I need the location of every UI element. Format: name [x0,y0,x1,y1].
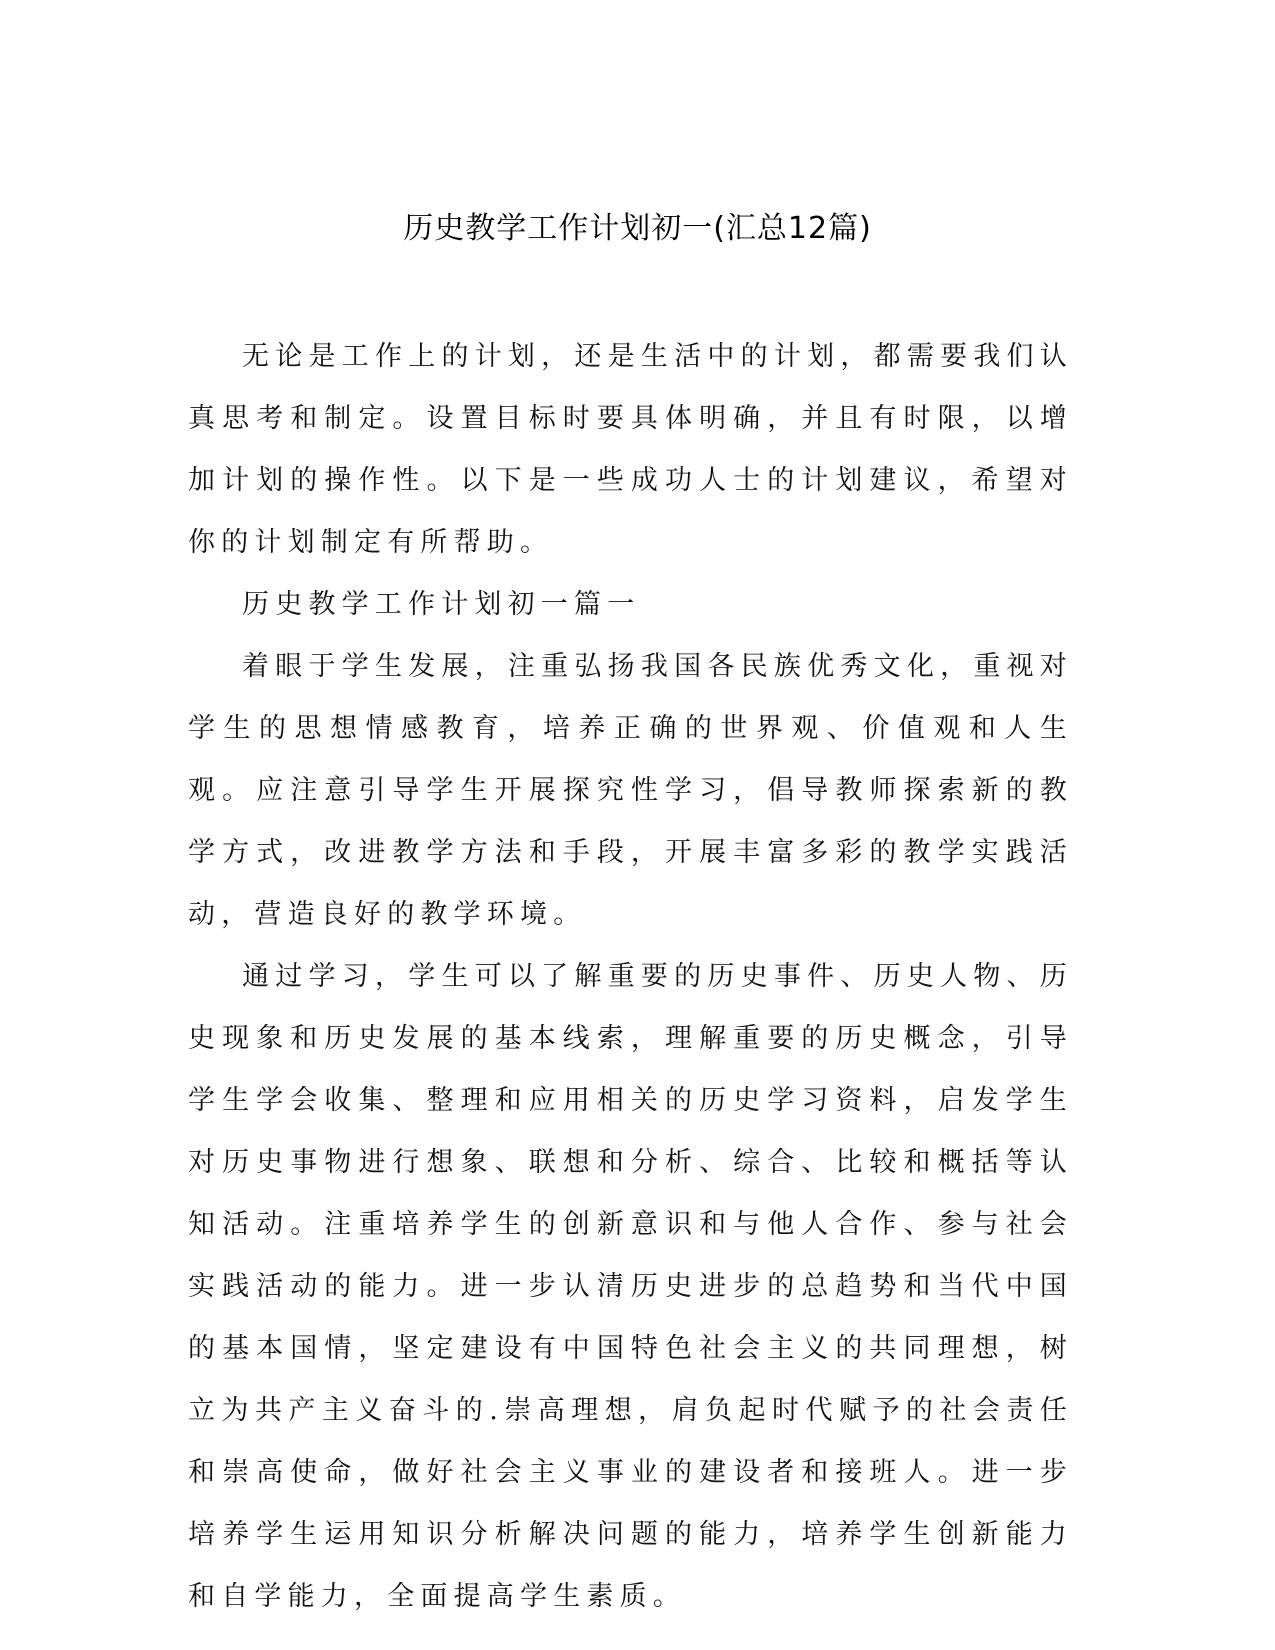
body-paragraph: 着眼于学生发展，注重弘扬我国各民族优秀文化，重视对学生的思想情感教育，培养正确的世界观、价值观和人生观。应注意引导学生开展探究性学习，倡导教师探索新的教学方式，改进教学方法和手段，开展丰富多彩的教学实践活动，营造良好的教学环境。 [188,651,1073,930]
intro-paragraph: 无论是工作上的计划，还是生活中的计划，都需要我们认真思考和制定。设置目标时要具体明确，并且有时限，以增加计划的操作性。以下是一些成功人士的计划建议，希望对你的计划制定有所帮助。 [188,341,1073,558]
document-body [188,326,1073,1628]
section-heading: 历史教学工作计划初一篇一 [242,589,641,620]
document-title: 历史教学工作计划初一(汇总12篇) [403,211,872,246]
body-paragraph: 通过学习，学生可以了解重要的历史事件、历史人物、历史现象和历史发展的基本线索，理解重要的历史概念，引导学生学会收集、整理和应用相关的历史学习资料，启发学生对历史事物进行想象、联想和分析、综合、比较和概括等认知活动。注重培养学生的创新意识和与他人合作、参与社会实践活动的能力。进一步认清历史进步的总趋势和当代中国的基本国情，坚定建设有中国特色社会主义的共同理想，树立为共产主义奋斗的.崇高理想，肩负起时代赋予的社会责任和崇高使命，做好社会主义事业的建设者和接班人。进一步培养学生运用知识分析解决问题的能力，培养学生创新能力和自学能力，全面提高学生素质。 [188,961,1073,1612]
